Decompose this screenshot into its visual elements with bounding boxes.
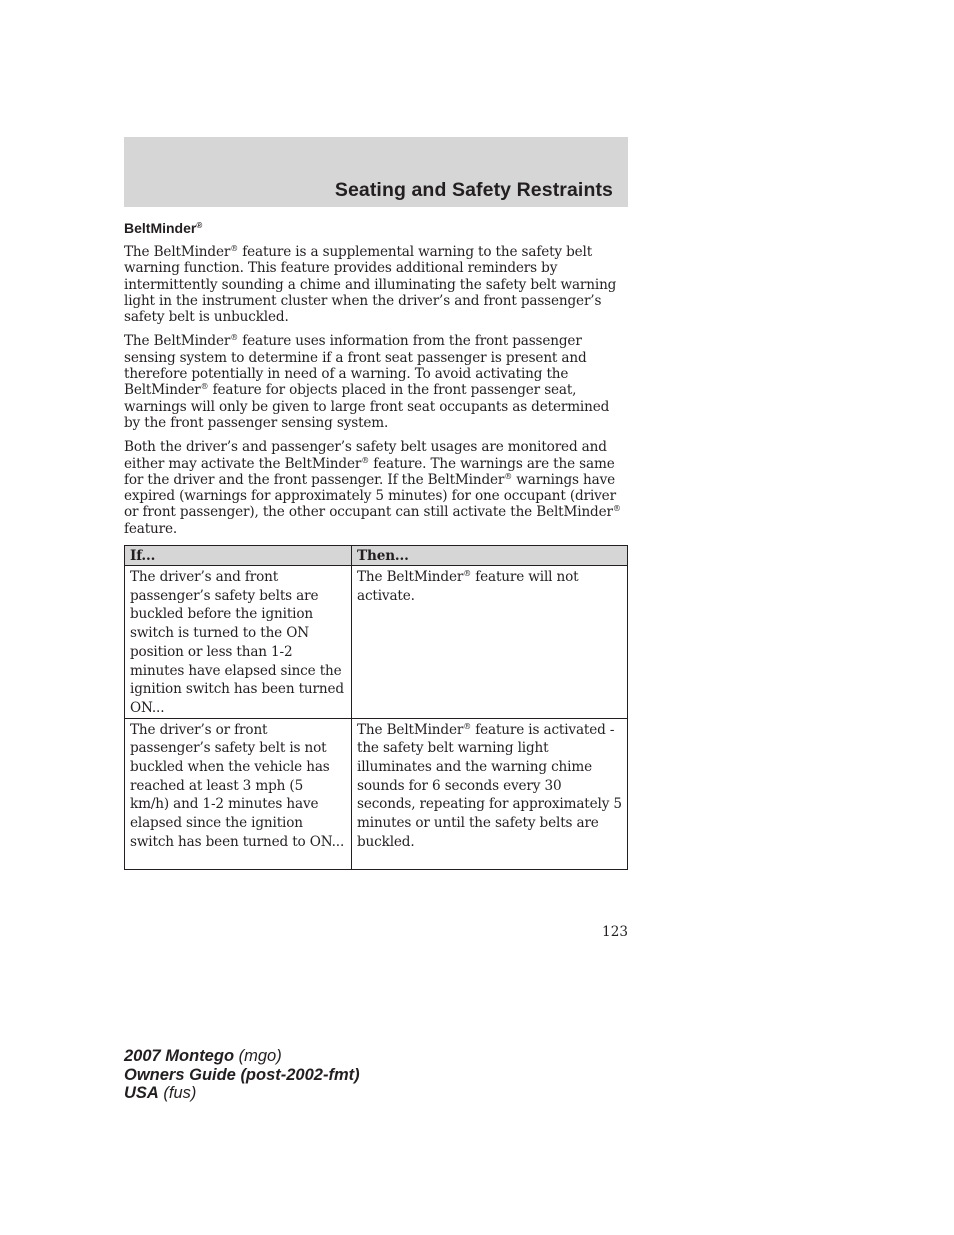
table-cell-if: The driver’s and front passenger’s safety belts are buckled before the ignition switch is turned to the ON position or less than 1-2 minutes have elapsed since the ignition switch has been turned ON... — [125, 566, 352, 719]
table-cell-then: The BeltMinder® feature is activated - the safety belt warning light illuminates and the warning chime sounds for 6 seconds every 30 seconds, repeating for approximately 5 minutes or until the safety belts are buckled. — [352, 718, 628, 869]
table-row — [125, 718, 628, 869]
paragraph: The BeltMinder® feature is a supplemental warning to the safety belt warning function. This feature provides additional reminders by intermittently sounding a chime and illuminating the safety belt warning light in the instrument cluster when the driver’s and front passenger’s safety belt is unbuckled. — [124, 244, 617, 326]
subheading-beltminder — [124, 220, 628, 236]
paragraph: The BeltMinder® feature uses information from the front passenger sensing system to determine if a front seat passenger is present and therefore potentially in need of a warning. To avoid activating the BeltMinder® feature for objects placed in the front passenger seat, warnings will only be given to large front seat occupants as determined by the front passenger sensing system. — [124, 333, 610, 431]
paragraph: Both the driver’s and passenger’s safety belt usages are monitored and either may activate the BeltMinder® feature. The warnings are the same for the driver and the front passenger. If the BeltMinder® warnings have expired (warnings for approximately 5 minutes) for one occupant (driver or front passenger), the other occupant can still activate the BeltMinder® feature. — [124, 439, 621, 537]
footer-model: 2007 Montego — [124, 1047, 235, 1065]
footer-region-code: (fus) — [158, 1084, 197, 1102]
footer-line-guide — [124, 1066, 360, 1085]
table-cell-if: The driver’s or front passenger’s safety belt is not buckled when the vehicle has reached at least 3 mph (5 km/h) and 1-2 minutes have elapsed since the ignition switch has been turned to ON... — [125, 718, 352, 869]
subheading-text: BeltMinder — [124, 220, 197, 236]
footer-model-code: (mgo) — [234, 1047, 282, 1065]
section-title: Seating and Safety Restraints — [334, 179, 613, 201]
table-header-row — [125, 546, 628, 566]
registered-mark: ® — [200, 382, 209, 392]
registered-mark: ® — [361, 455, 370, 465]
column-header-then: Then... — [352, 546, 628, 566]
footer-line-region — [124, 1084, 360, 1103]
registered-mark: ® — [504, 471, 513, 481]
document-footer — [124, 1047, 360, 1103]
column-header-if: If... — [125, 546, 352, 566]
section-header-band — [124, 137, 628, 207]
footer-guide: Owners Guide (post-2002-fmt) — [124, 1065, 360, 1084]
page-number: 123 — [602, 924, 628, 940]
beltminder-conditions-table — [124, 545, 628, 870]
footer-region: USA — [124, 1084, 159, 1102]
registered-mark: ® — [463, 721, 472, 731]
main-content — [124, 220, 628, 545]
registered-mark: ® — [463, 569, 472, 578]
footer-line-model — [124, 1047, 360, 1066]
registered-mark: ® — [196, 221, 203, 230]
registered-mark: ® — [230, 333, 239, 343]
table-cell-then: The BeltMinder® feature will not activate. — [352, 566, 628, 719]
table-row — [125, 566, 628, 719]
registered-mark: ® — [612, 504, 621, 514]
registered-mark: ® — [230, 244, 239, 253]
